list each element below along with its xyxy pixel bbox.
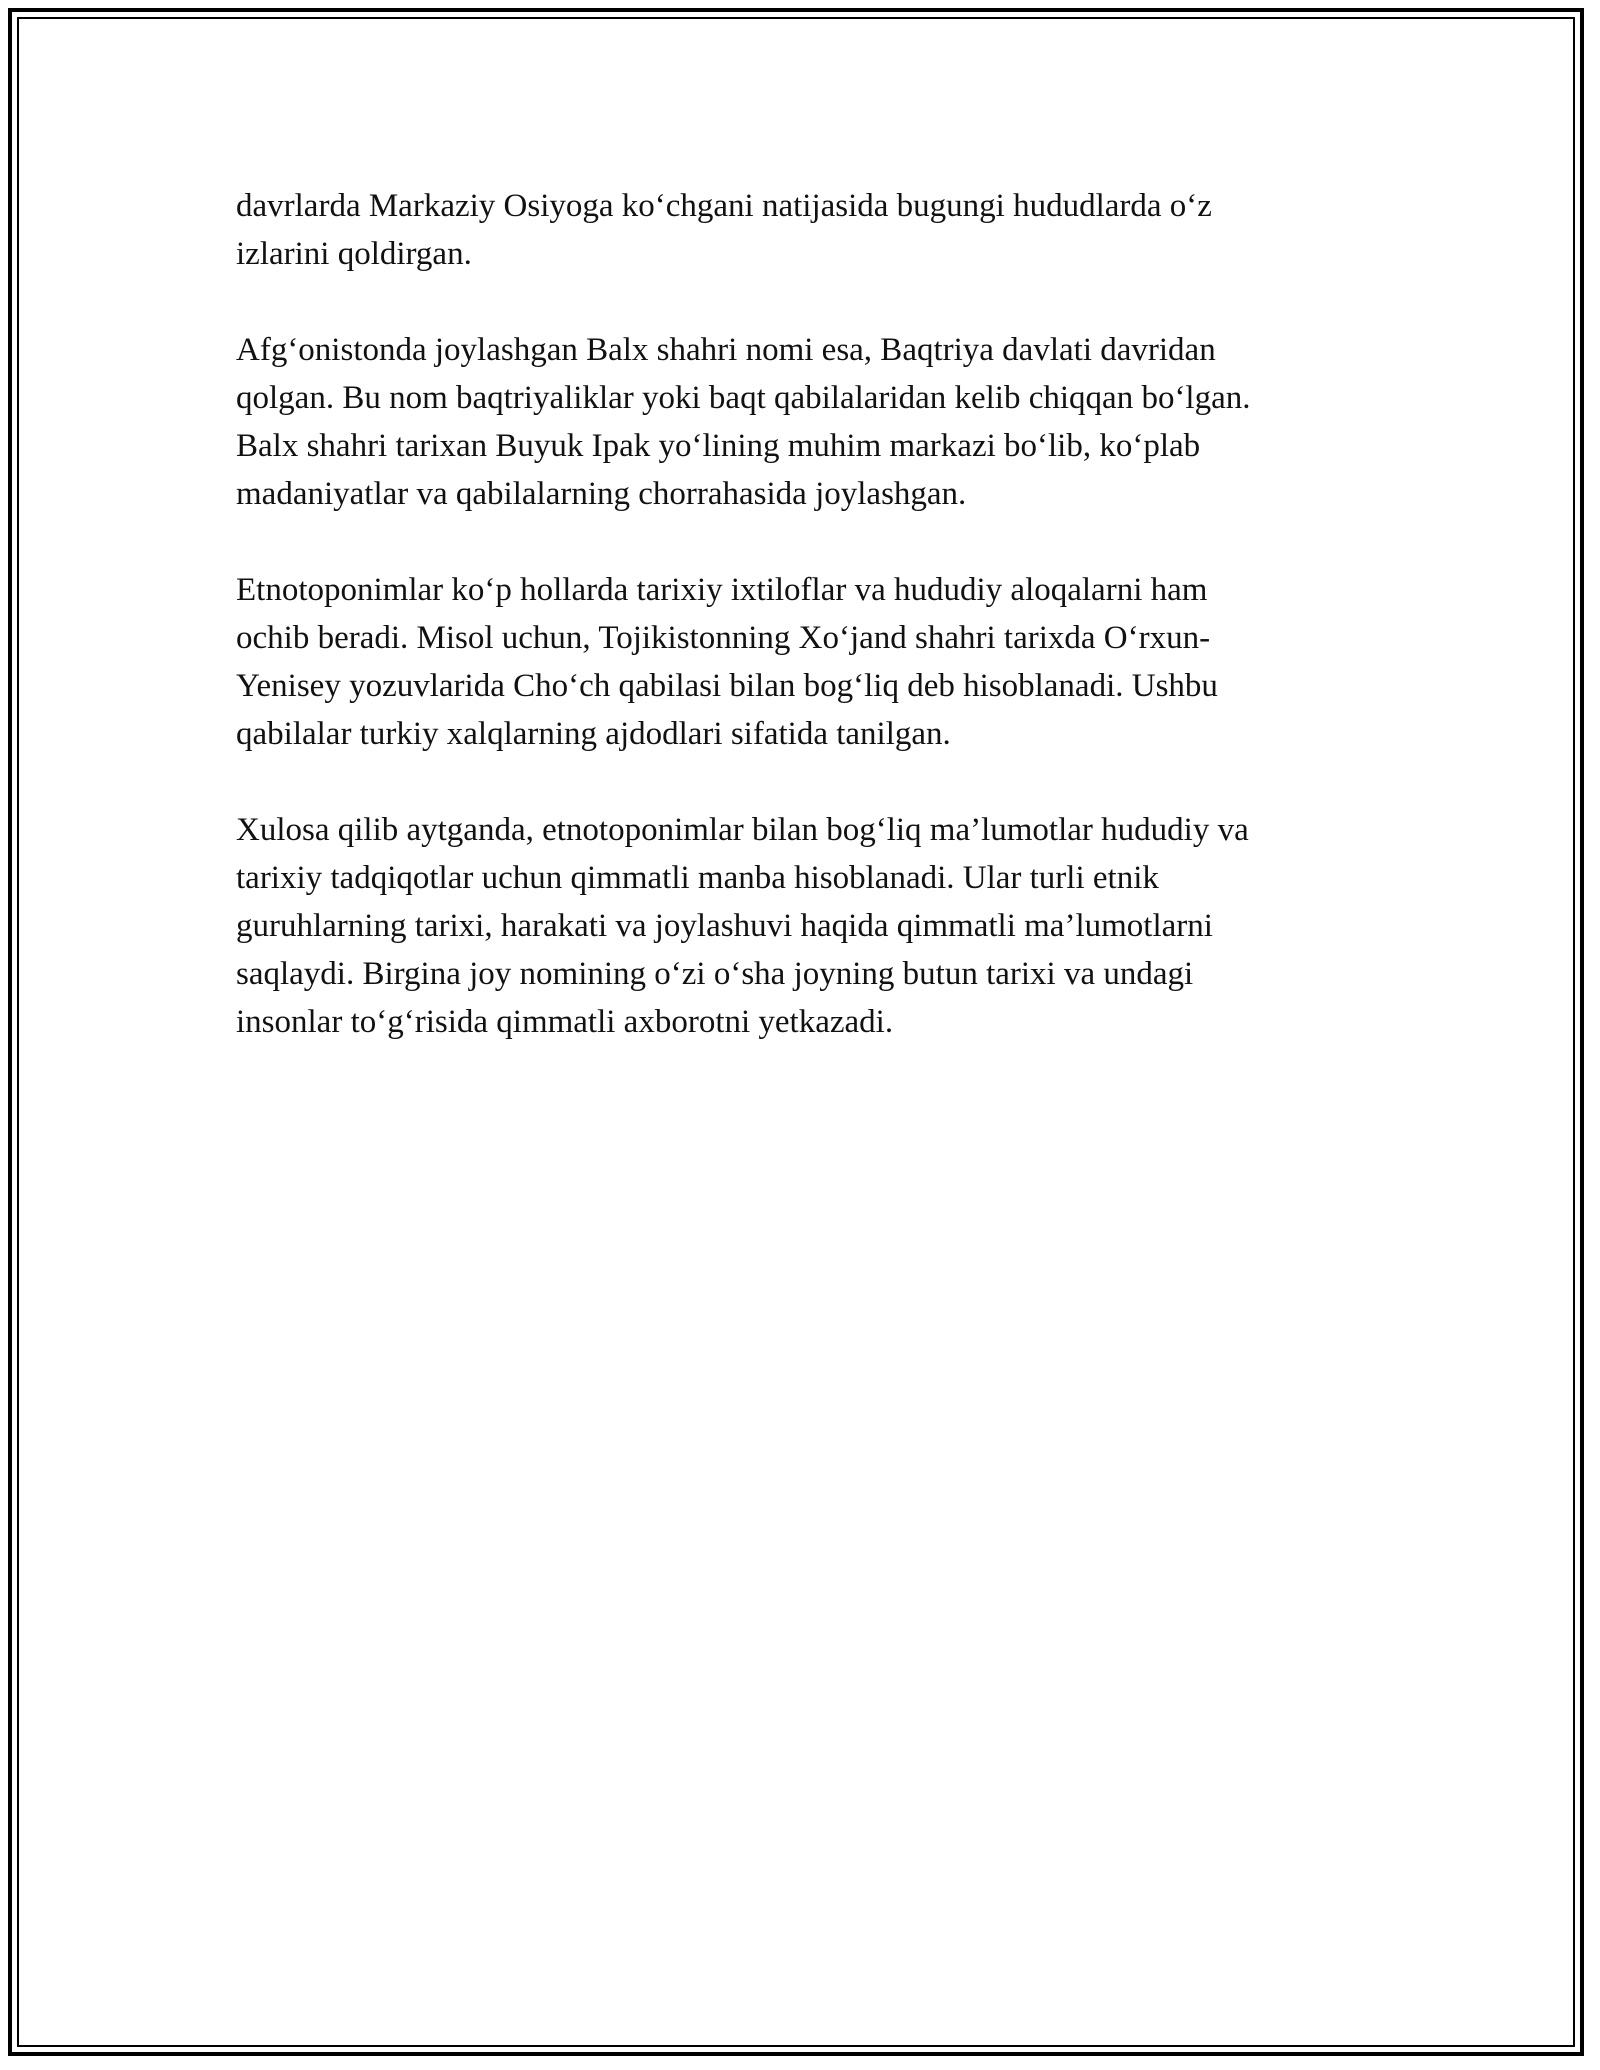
paragraph-line: ochib beradi. Misol uchun, Tojikistonning Xo‘jand shahri tarixda O‘rxun- <box>236 620 1211 656</box>
paragraph-line: guruhlarning tarixi, harakati va joylashuvi haqida qimmatli ma’lumotlarni <box>236 908 1213 944</box>
paragraph-3 <box>236 566 1386 758</box>
paragraph-2 <box>236 326 1386 518</box>
paragraph-line: qabilalar turkiy xalqlarning ajdodlari sifatida tanilgan. <box>236 716 951 752</box>
paragraph-line: madaniyatlar va qabilalarning chorrahasida joylashgan. <box>236 476 967 512</box>
paragraph-line: Yenisey yozuvlarida Cho‘ch qabilasi bilan bog‘liq deb hisoblanadi. Ushbu <box>236 668 1218 704</box>
paragraph-1 <box>236 182 1386 278</box>
document-body <box>236 182 1386 1094</box>
paragraph-line: Xulosa qilib aytganda, etnotoponimlar bilan bog‘liq ma’lumotlar hududiy va <box>236 812 1249 848</box>
paragraph-line: Etnotoponimlar ko‘p hollarda tarixiy ixtiloflar va hududiy aloqalarni ham <box>236 572 1208 608</box>
paragraph-line: izlarini qoldirgan. <box>236 236 472 272</box>
paragraph-line: insonlar to‘g‘risida qimmatli axborotni yetkazadi. <box>236 1004 894 1040</box>
paragraph-4 <box>236 806 1386 1046</box>
paragraph-line: Balx shahri tarixan Buyuk Ipak yo‘lining muhim markazi bo‘lib, ko‘plab <box>236 428 1201 464</box>
paragraph-line: tarixiy tadqiqotlar uchun qimmatli manba hisoblanadi. Ular turli etnik <box>236 860 1159 896</box>
paragraph-line: qolgan. Bu nom baqtriyaliklar yoki baqt qabilalaridan kelib chiqqan bo‘lgan. <box>236 380 1251 416</box>
paragraph-line: saqlaydi. Birgina joy nomining o‘zi o‘sha joyning butun tarixi va undagi <box>236 956 1194 992</box>
paragraph-line: davrlarda Markaziy Osiyoga ko‘chgani natijasida bugungi hududlarda o‘z <box>236 188 1212 224</box>
paragraph-line: Afg‘onistonda joylashgan Balx shahri nomi esa, Baqtriya davlati davridan <box>236 332 1216 368</box>
